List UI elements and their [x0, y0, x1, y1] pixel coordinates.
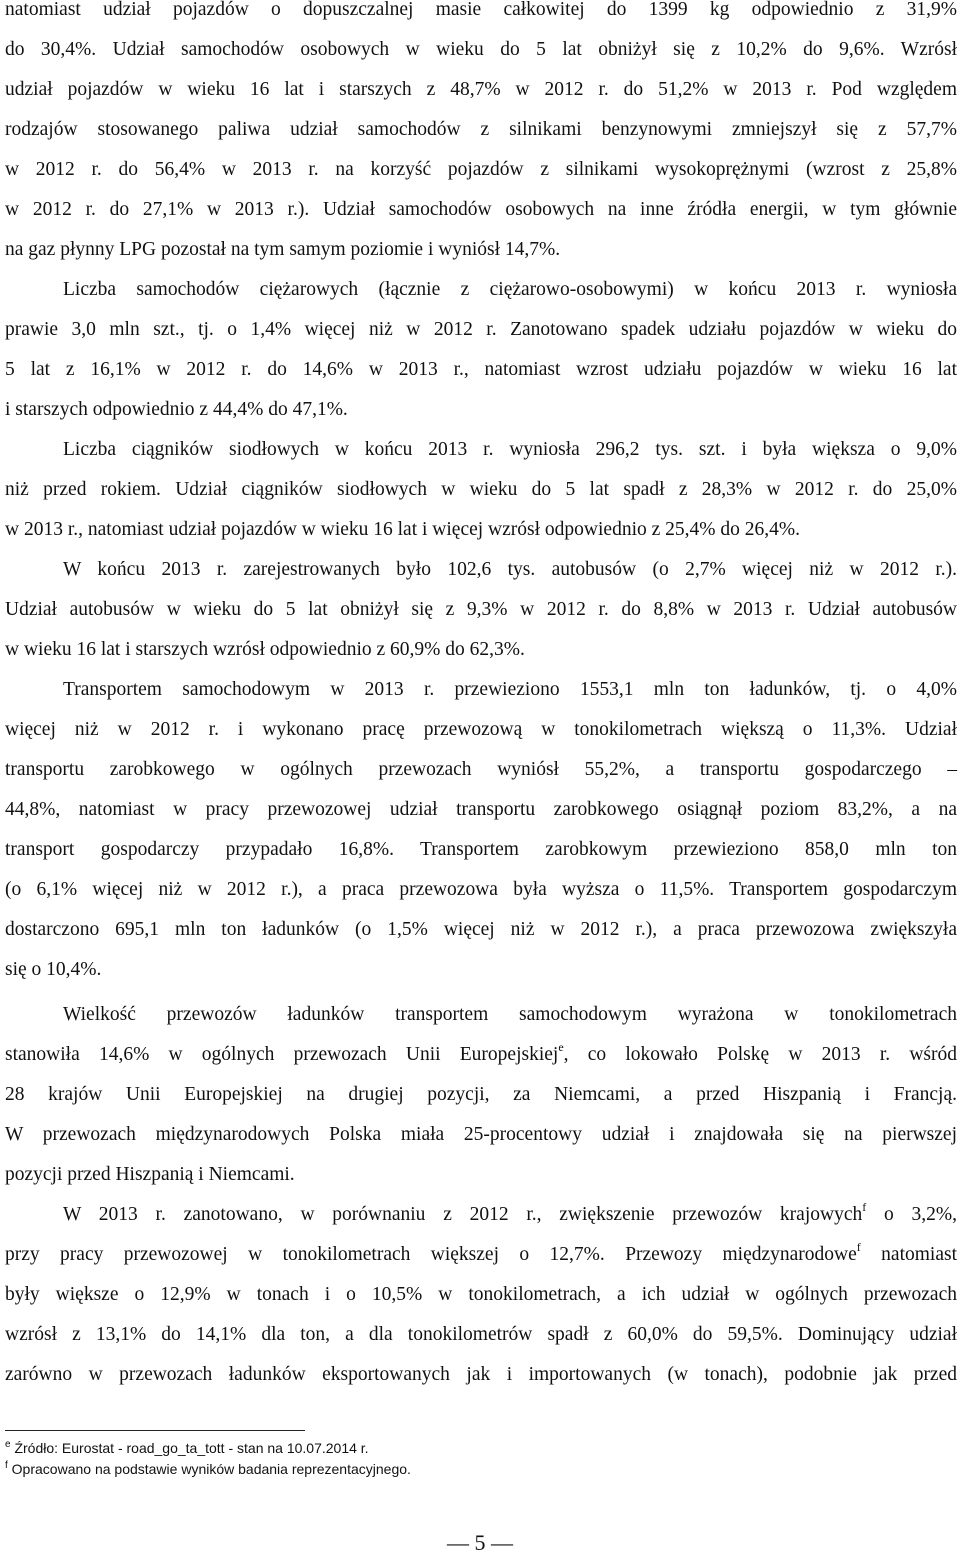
- text-line: natomiast udział pojazdów o dopuszczalnej masie całkowitej do 1399 kg odpowiednio z 31,9%: [5, 0, 957, 20]
- text-line: niż przed rokiem. Udział ciągników siodłowych w wieku do 5 lat spadł z 28,3% w 2012 r. do 25,0%: [5, 479, 957, 500]
- text-line: transportu zarobkowego w ogólnych przewozach wyniósł 55,2%, a transportu gospodarczego –: [5, 759, 957, 780]
- text-line: w 2013 r., natomiast udział pojazdów w wieku 16 lat i więcej wzrósł odpowiednio z 25,4% do 26,4%.: [5, 519, 801, 540]
- footnote-e: [5, 1438, 369, 1458]
- text-line: dostarczono 695,1 mln ton ładunków (o 1,5% więcej niż w 2012 r.), a praca przewozowa zwiększyła: [5, 919, 957, 940]
- text-line: transport gospodarczy przypadało 16,8%. Transportem zarobkowym przewieziono 858,0 mln ton: [5, 839, 957, 860]
- footnote-mark: e: [5, 1439, 11, 1450]
- text-line: się o 10,4%.: [5, 959, 102, 980]
- text-line: udział pojazdów w wieku 16 lat i starszych z 48,7% w 2012 r. do 51,2% w 2013 r. Pod względem: [5, 79, 957, 100]
- text-line: stanowiła 14,6% w ogólnych przewozach Unii Europejskiej$^e$, co lokowało Polskę w 2013 r. wśród: [5, 1040, 957, 1065]
- text-line: W końcu 2013 r. zarejestrowanych było 102,6 tys. autobusów (o 2,7% więcej niż w 2012 r.).: [63, 559, 957, 580]
- text-line: prawie 3,0 mln szt., tj. o 1,4% więcej niż w 2012 r. Zanotowano spadek udziału pojazdów w wieku do: [5, 319, 957, 340]
- page-number: — 5 —: [447, 1530, 513, 1555]
- footnote-ref-f: f: [856, 1240, 861, 1254]
- text-line: i starszych odpowiednio z 44,4% do 47,1%.: [5, 399, 348, 420]
- footnote-ref-f: f: [862, 1200, 867, 1214]
- text-line: Liczba samochodów ciężarowych (łącznie z ciężarowo-osobowymi) w końcu 2013 r. wyniosła: [63, 279, 957, 300]
- text-line: w 2012 r. do 27,1% w 2013 r.). Udział samochodów osobowych na inne źródła energii, w tym głównie: [5, 199, 957, 220]
- footnote-divider: [5, 1430, 305, 1431]
- text-line: w wieku 16 lat i starszych wzrósł odpowiednio z 60,9% do 62,3%.: [5, 639, 525, 660]
- text-line: były większe o 12,9% w tonach i o 10,5% w tonokilometrach, a ich udział w ogólnych przewozach: [5, 1284, 957, 1305]
- text-line: więcej niż w 2012 r. i wykonano pracę przewozową w tonokilometrach większą o 11,3%. Udział: [5, 719, 957, 740]
- text-line: w 2012 r. do 56,4% w 2013 r. na korzyść pojazdów z silnikami wysokoprężnymi (wzrost z 25,8%: [5, 159, 957, 180]
- footnote-mark: f: [5, 1460, 8, 1471]
- text-line: W 2013 r. zanotowano, w porównaniu z 2012 r., zwiększenie przewozów krajowych$^f$ o 3,2%,: [63, 1200, 958, 1225]
- text-line: 28 krajów Unii Europejskiej na drugiej pozycji, za Niemcami, a przed Hiszpanią i Francją.: [5, 1084, 957, 1105]
- footnote-f: [5, 1459, 411, 1479]
- text-line: 44,8%, natomiast w pracy przewozowej udział transportu zarobkowego osiągnął poziom 83,2%, a na: [5, 799, 957, 820]
- text-line: wzrósł z 13,1% do 14,1% dla ton, a dla tonokilometrów spadł z 60,0% do 59,5%. Dominujący udział: [5, 1324, 957, 1345]
- text-line: W przewozach międzynarodowych Polska miała 25-procentowy udział i znajdowała się na pierwszej: [5, 1124, 957, 1145]
- text-line: Transportem samochodowym w 2013 r. przewieziono 1553,1 mln ton ładunków, tj. o 4,0%: [63, 679, 957, 700]
- text-line: (o 6,1% więcej niż w 2012 r.), a praca przewozowa była wyższa o 11,5%. Transportem gospodarczym: [5, 879, 957, 900]
- text-line: na gaz płynny LPG pozostał na tym samym poziomie i wyniósł 14,7%.: [5, 239, 561, 260]
- text-line: Liczba ciągników siodłowych w końcu 2013 r. wyniosła 296,2 tys. szt. i była większa o 9,0%: [63, 439, 957, 460]
- footnote-ref-e: e: [558, 1040, 564, 1054]
- text-line: do 30,4%. Udział samochodów osobowych w wieku do 5 lat obniżył się z 10,2% do 9,6%. Wzrósł: [5, 39, 957, 60]
- text-line: pozycji przed Hiszpanią i Niemcami.: [5, 1164, 295, 1185]
- text-line: Wielkość przewozów ładunków transportem samochodowym wyrażona w tonokilometrach: [63, 1004, 957, 1025]
- text-line: Udział autobusów w wieku do 5 lat obniżył się z 9,3% w 2012 r. do 8,8% w 2013 r. Udział autobusów: [5, 599, 957, 620]
- text-line: rodzajów stosowanego paliwa udział samochodów z silnikami benzynowymi zmniejszył się z 57,7%: [5, 119, 957, 140]
- text-line: 5 lat z 16,1% w 2012 r. do 14,6% w 2013 r., natomiast wzrost udziału pojazdów w wieku 16 lat: [5, 359, 957, 380]
- footnote-text: Opracowano na podstawie wyników badania reprezentacyjnego.: [11, 1461, 411, 1477]
- text-line: przy pracy przewozowej w tonokilometrach większej o 12,7%. Przewozy międzynarodowe$^f$ natomiast: [5, 1240, 957, 1265]
- footnote-text: Źródło: Eurostat - road_go_ta_tott - stan na 10.07.2014 r.: [14, 1440, 369, 1456]
- text-line: zarówno w przewozach ładunków eksportowanych jak i importowanych (w tonach), podobnie jak przed: [5, 1364, 957, 1385]
